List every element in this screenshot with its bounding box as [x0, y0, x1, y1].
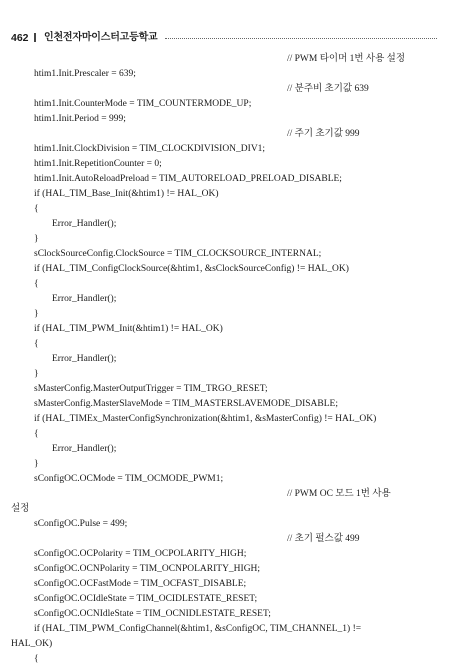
code-line: if (HAL_TIMEx_MasterConfigSynchronization(&htim1, &sMasterConfig) != HAL_OK)	[34, 414, 377, 424]
code-line: htim1.Init.ClockDivision = TIM_CLOCKDIVISION_DIV1;	[34, 144, 266, 154]
code-line: sConfigOC.OCNPolarity = TIM_OCNPOLARITY_HIGH;	[34, 564, 261, 574]
page-header	[0, 31, 452, 47]
code-line: {	[34, 654, 39, 664]
code-line: if (HAL_TIM_ConfigClockSource(&htim1, &sClockSourceConfig) != HAL_OK)	[34, 264, 349, 274]
code-line: Error_Handler();	[52, 444, 117, 454]
code-line: }	[34, 459, 39, 469]
code-line: if (HAL_TIM_Base_Init(&htim1) != HAL_OK)	[34, 189, 219, 199]
school-name: 인천전자마이스터고등학교	[44, 32, 158, 43]
code-line: {	[34, 204, 39, 214]
code-line: htim1.Init.Prescaler = 639;	[34, 69, 136, 79]
code-line: Error_Handler();	[52, 219, 117, 229]
code-line: {	[34, 429, 39, 439]
code-line: if (HAL_TIM_PWM_Init(&htim1) != HAL_OK)	[34, 324, 223, 334]
code-comment-wrap: 설정	[11, 504, 30, 514]
code-line: sClockSourceConfig.ClockSource = TIM_CLOCKSOURCE_INTERNAL;	[34, 249, 322, 259]
header-separator	[34, 33, 36, 42]
code-line: }	[34, 369, 39, 379]
code-line: htim1.Init.AutoReloadPreload = TIM_AUTORELOAD_PRELOAD_DISABLE;	[34, 174, 342, 184]
code-comment: // 분주비 초기값 639	[287, 84, 369, 94]
code-line: {	[34, 279, 39, 289]
code-comment: // 초기 펄스값 499	[287, 534, 360, 544]
code-comment: // PWM OC 모드 1번 사용	[287, 489, 391, 499]
code-line: htim1.Init.Period = 999;	[34, 114, 126, 124]
code-line: sConfigOC.Pulse = 499;	[34, 519, 128, 529]
page-number: 462	[11, 32, 29, 44]
code-line: htim1.Init.CounterMode = TIM_COUNTERMODE_UP;	[34, 99, 252, 109]
code-line: sConfigOC.OCIdleState = TIM_OCIDLESTATE_RESET;	[34, 594, 258, 604]
code-line: sMasterConfig.MasterSlaveMode = TIM_MASTERSLAVEMODE_DISABLE;	[34, 399, 338, 409]
header-dotted-rule	[165, 38, 437, 39]
code-line: }	[34, 309, 39, 319]
code-line: sConfigOC.OCFastMode = TIM_OCFAST_DISABLE;	[34, 579, 247, 589]
code-line: sConfigOC.OCPolarity = TIM_OCPOLARITY_HIGH;	[34, 549, 247, 559]
code-line: sConfigOC.OCMode = TIM_OCMODE_PWM1;	[34, 474, 224, 484]
code-line: if (HAL_TIM_PWM_ConfigChannel(&htim1, &sConfigOC, TIM_CHANNEL_1) !=	[34, 624, 362, 634]
code-comment: // 주기 초기값 999	[287, 129, 360, 139]
code-line: }	[34, 234, 39, 244]
code-line: Error_Handler();	[52, 294, 117, 304]
code-comment: // PWM 타이머 1번 사용 설정	[287, 54, 406, 64]
code-line: sMasterConfig.MasterOutputTrigger = TIM_TRGO_RESET;	[34, 384, 268, 394]
code-line-wrap: HAL_OK)	[11, 639, 53, 649]
code-line: sConfigOC.OCNIdleState = TIM_OCNIDLESTATE_RESET;	[34, 609, 271, 619]
code-line: Error_Handler();	[52, 354, 117, 364]
code-line: htim1.Init.RepetitionCounter = 0;	[34, 159, 162, 169]
code-listing	[0, 52, 452, 667]
code-line: {	[34, 339, 39, 349]
